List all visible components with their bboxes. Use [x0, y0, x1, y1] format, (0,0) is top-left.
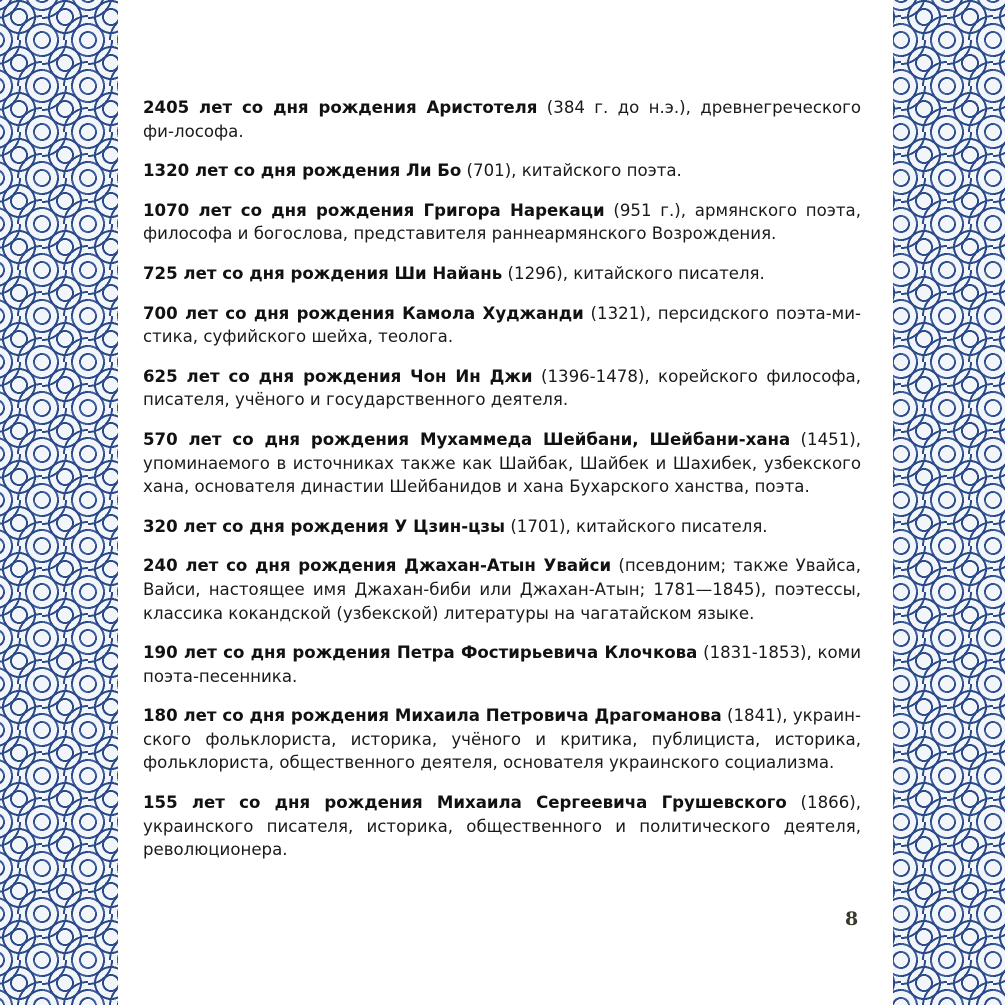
entry-heading: 180 лет со дня рождения Михаила Петровича Драгоманова	[143, 706, 722, 726]
list-item	[143, 554, 861, 625]
entry-heading: 155 лет со дня рождения Михаила Сергеевича Грушевского	[143, 793, 787, 813]
list-item	[143, 791, 861, 862]
entry-details: (псевдоним; также Увайса, Вайси, настоящее имя Джахан-биби или Джахан-Атын; 1781—1845), поэтессы, классика кокандской (узбекской) литературы на чагатайском языке.	[143, 556, 861, 623]
entry-heading: 700 лет со дня рождения Камола Худжанди	[143, 303, 584, 323]
list-item	[143, 365, 861, 412]
list-item	[143, 96, 861, 143]
entry-details: (1831-1853), коми поэта-песенника.	[143, 643, 861, 686]
list-item	[143, 428, 861, 499]
list-item	[143, 199, 861, 246]
entry-details: (1701), китайского писателя.	[505, 516, 768, 536]
entry-heading: 240 лет со дня рождения Джахан-Атын Увайси	[143, 556, 612, 576]
list-item	[143, 159, 861, 183]
anniversary-list	[143, 96, 861, 878]
entry-details: (1396-1478), корейского философа, писателя, учёного и государственного деятеля.	[143, 366, 861, 410]
entry-heading: 190 лет со дня рождения Петра Фостирьевича Клочкова	[143, 643, 698, 663]
entry-heading: 625 лет со дня рождения Чон Ин Джи	[143, 366, 533, 386]
entry-details: (1451), упоминаемого в источниках также как Шайбак, Шайбек и Шахибек, узбекского хана, основателя династии Шейбанидов и хана Бухарского ханства, поэта.	[143, 429, 862, 497]
entry-heading: 320 лет со дня рождения У Цзин-цзы	[143, 516, 506, 536]
entry-heading: 2405 лет со дня рождения Аристотеля	[143, 98, 538, 117]
entry-details: (951 г.), армянского поэта, философа и богослова, представителя раннеармянского Возрождения.	[143, 200, 861, 244]
entry-heading: 1070 лет со дня рождения Григора Нарекаци	[143, 200, 605, 220]
entry-details: (1321), персидского поэта-мистика, суфийского шейха, теолога.	[143, 303, 861, 347]
entry-heading: 725 лет со дня рождения Ши Найань	[143, 263, 503, 283]
decorative-border-left	[0, 0, 118, 1005]
page-number: 8	[845, 908, 859, 930]
entry-details: (384 г. до н.э.), древнегреческого фи-лософа.	[143, 98, 861, 141]
decorative-border-right	[893, 0, 1005, 1005]
entry-details: (1841), украинского фольклориста, историка, учёного и критика, публициста, историка, фольклориста, общественного деятеля, основателя украинского социализма.	[143, 706, 861, 773]
list-item	[143, 262, 861, 286]
list-item	[143, 515, 861, 539]
list-item	[143, 641, 861, 688]
entry-details: (1866), украинского писателя, историка, общественного и политического деятеля, революционера.	[143, 793, 861, 860]
list-item	[143, 704, 861, 775]
entry-heading: 570 лет со дня рождения Мухаммеда Шейбани, Шейбани-хана	[143, 429, 791, 449]
entry-heading: 1320 лет со дня рождения Ли Бо	[143, 161, 462, 181]
list-item	[143, 302, 861, 349]
entry-details: (701), китайского поэта.	[461, 161, 682, 181]
entry-details: (1296), китайского писателя.	[502, 263, 765, 283]
